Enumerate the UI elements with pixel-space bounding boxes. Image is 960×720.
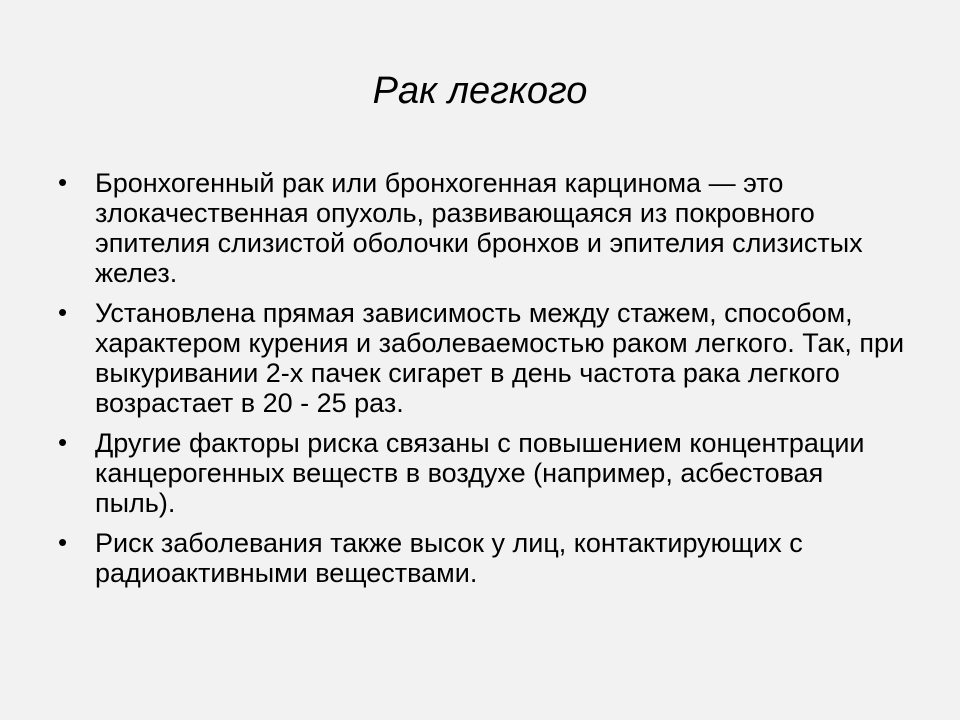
bullet-text: Бронхогенный рак или бронхогенная карцинома — это злокачественная опухоль, развивающаяся из покровного эпителия слизистой оболочки бронхов и эпителия слизистых желез. (95, 168, 863, 288)
slide-title: Рак легкого (372, 70, 588, 112)
bullet-item (58, 298, 908, 418)
bullet-dot-icon: • (58, 167, 68, 197)
bullet-dot-icon: • (58, 297, 68, 327)
bullet-dot-icon: • (58, 527, 68, 557)
bullet-item (58, 168, 908, 288)
bullet-dot-icon: • (58, 427, 68, 457)
bullet-item (58, 528, 908, 588)
bullet-text: Риск заболевания также высок у лиц, контактирующих с радиоактивными веществами. (95, 528, 803, 588)
bullet-list (58, 168, 908, 598)
bullet-item (58, 428, 908, 518)
bullet-text: Другие факторы риска связаны с повышением концентрации канцерогенных веществ в воздухе (например, асбестовая пыль). (95, 428, 865, 518)
bullet-text: Установлена прямая зависимость между стажем, способом, характером курения и заболеваемостью раком легкого. Так, при выкуривании 2-х пачек сигарет в день частота рака легкого возрастает в 20 - 25 раз. (95, 298, 905, 418)
